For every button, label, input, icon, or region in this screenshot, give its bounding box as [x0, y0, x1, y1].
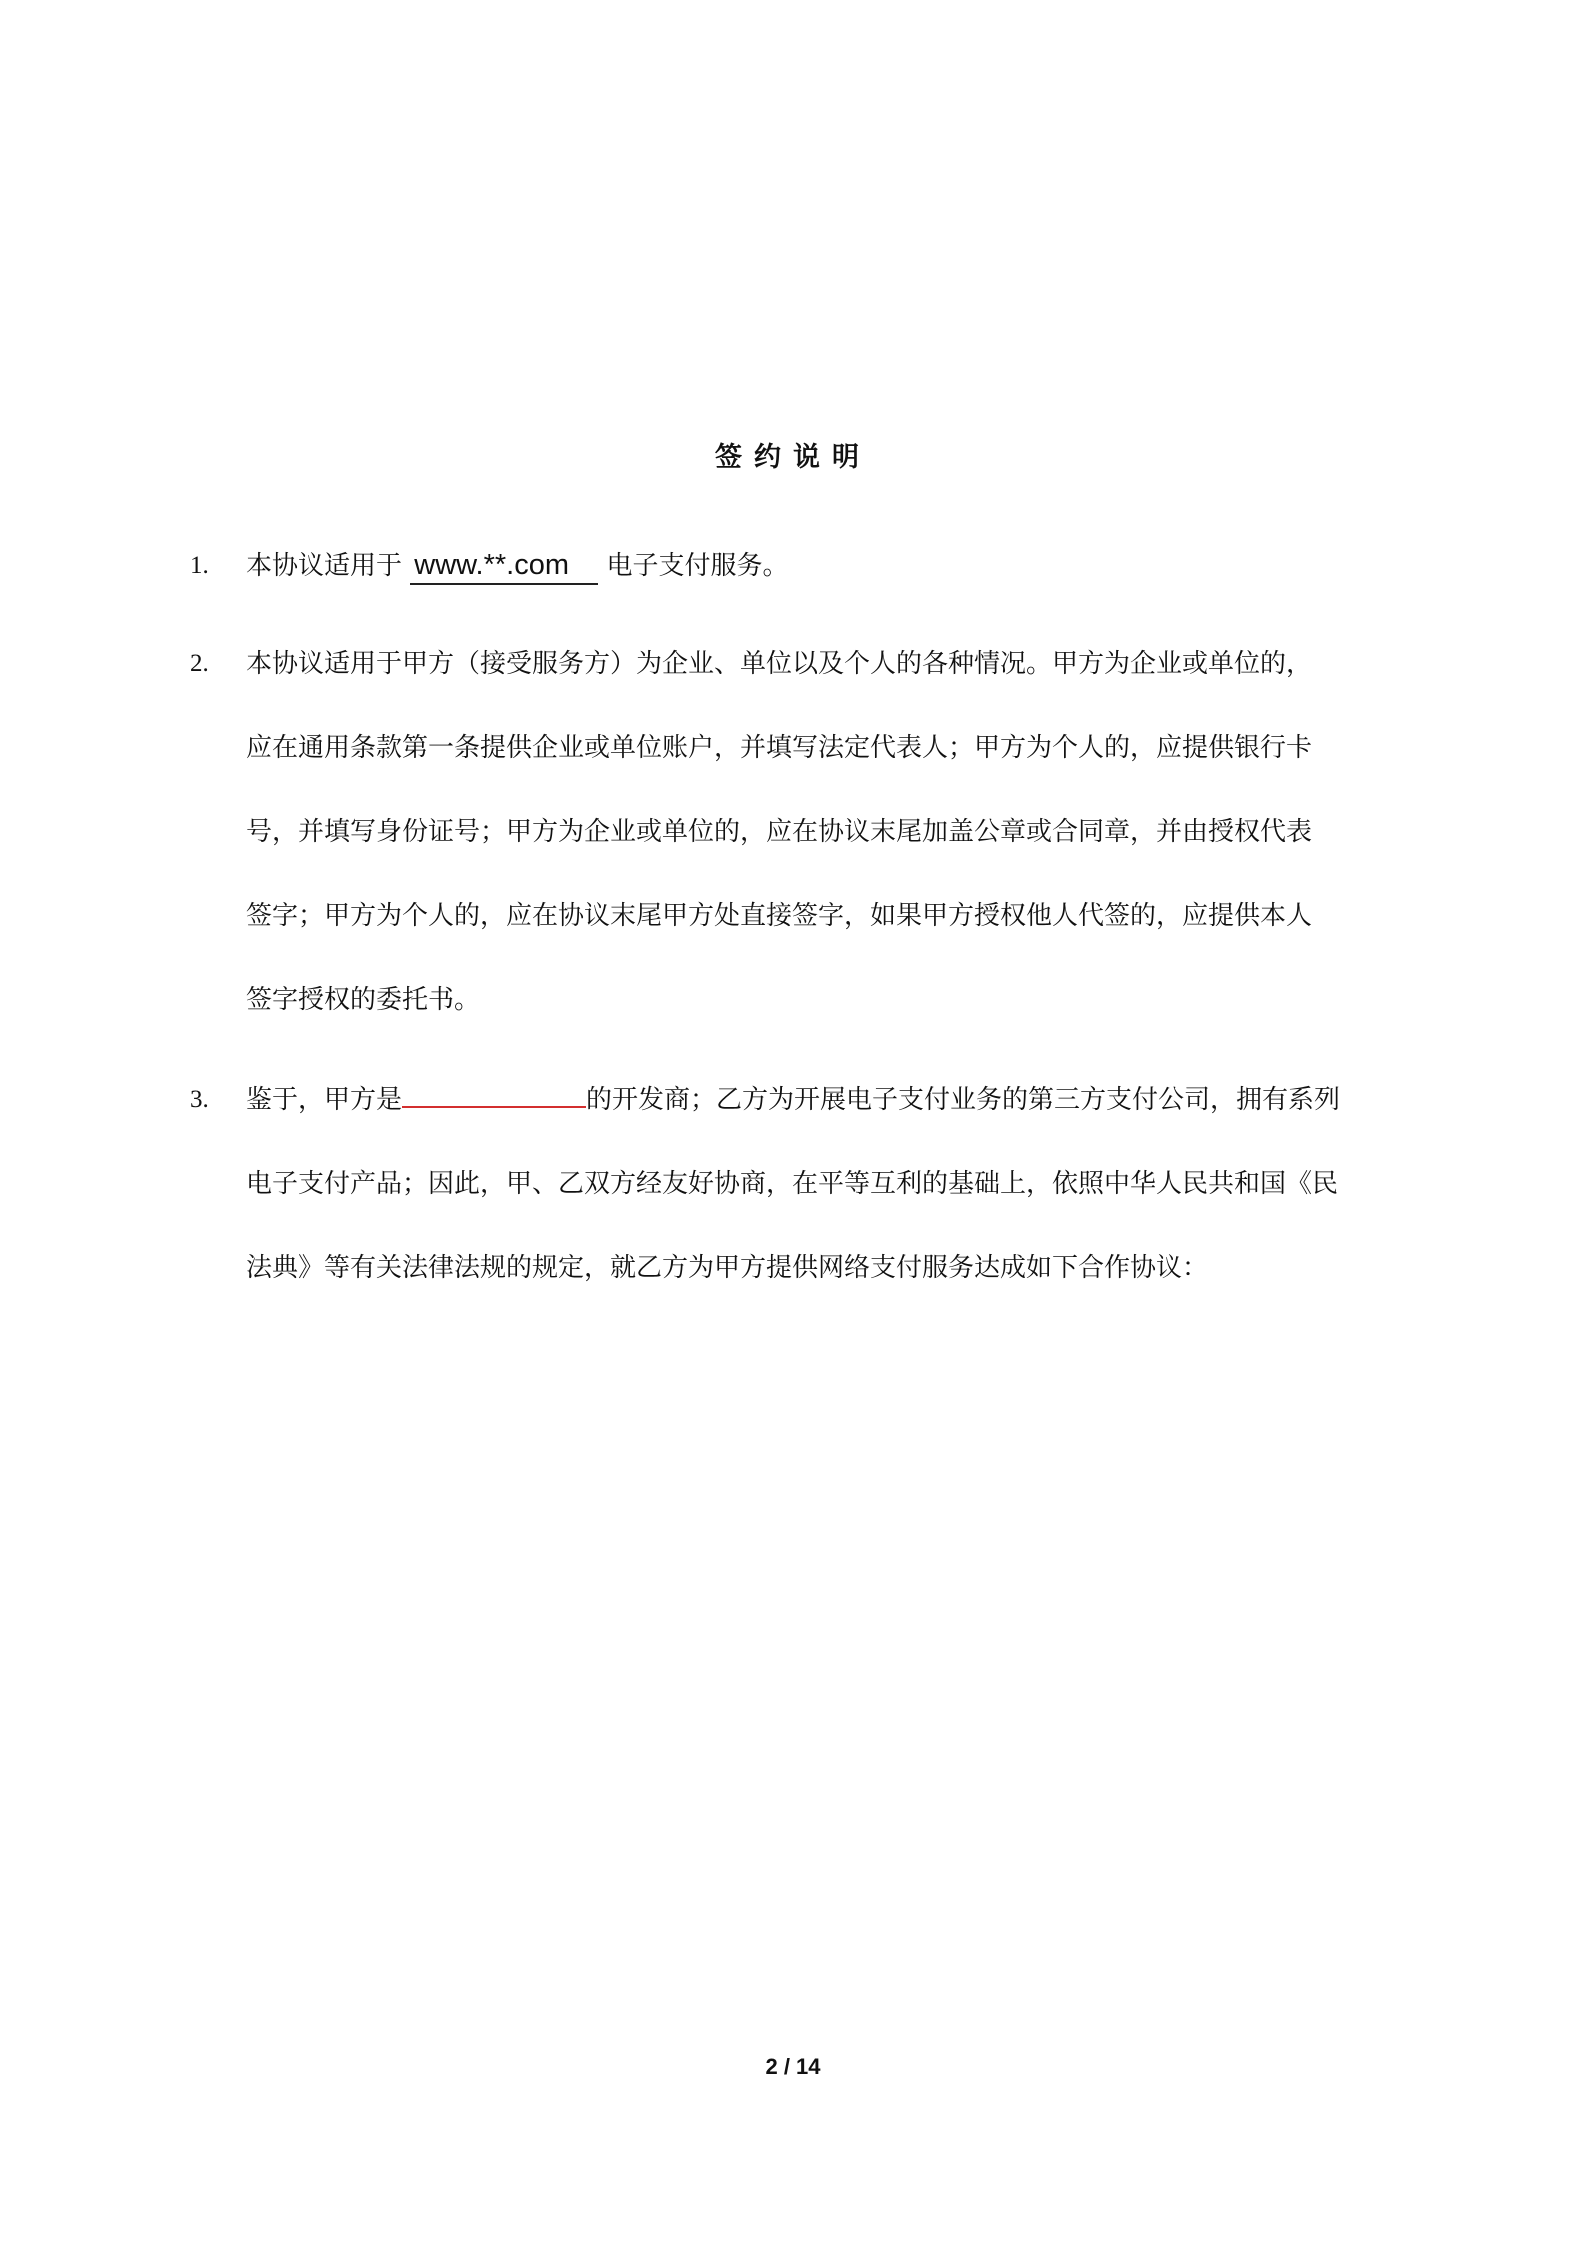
item-3-body: [246, 1058, 1412, 1310]
item-3-line-2: 电子支付产品；因此，甲、乙双方经友好协商，在平等互利的基础上，依照中华人民共和国《民: [246, 1169, 1339, 1199]
developer-name-blank[interactable]: [402, 1076, 586, 1108]
item-3-line-1: [246, 1058, 1412, 1142]
page-number: 2 / 14: [765, 2054, 821, 2079]
document-title: 签约说明: [715, 442, 871, 473]
item-1-body: [246, 524, 1412, 608]
item-2-body: [246, 622, 1412, 1042]
item-2-line-4: 签字；甲方为个人的，应在协议末尾甲方处直接签字，如果甲方授权他人代签的，应提供本人: [246, 901, 1313, 931]
item-3-text-after: 的开发商；乙方为开展电子支付业务的第三方支付公司，拥有系列: [586, 1085, 1341, 1115]
item-1-text-after: 电子支付服务。: [606, 551, 789, 581]
item-3-line-3: 法典》等有关法律法规的规定，就乙方为甲方提供网络支付服务达成如下合作协议：: [246, 1253, 1209, 1283]
item-1-line-1: [246, 524, 1412, 608]
item-number-2: 2.: [190, 650, 209, 677]
item-2-line-2: 应在通用条款第一条提供企业或单位账户，并填写法定代表人；甲方为个人的，应提供银行卡: [246, 733, 1313, 763]
item-2-line-1: 本协议适用于甲方（接受服务方）为企业、单位以及个人的各种情况。甲方为企业或单位的，: [246, 649, 1313, 679]
item-2-line-5: 签字授权的委托书。: [246, 985, 481, 1015]
item-1-text-before: 本协议适用于: [246, 551, 403, 581]
website-url-field: www.**.com: [410, 547, 598, 585]
item-2-line-3: 号，并填写身份证号；甲方为企业或单位的，应在协议末尾加盖公章或合同章，并由授权代表: [246, 817, 1313, 847]
item-number-1: 1.: [190, 552, 209, 579]
item-number-3: 3.: [190, 1086, 209, 1113]
item-3-text-before: 鉴于，甲方是: [246, 1085, 403, 1115]
